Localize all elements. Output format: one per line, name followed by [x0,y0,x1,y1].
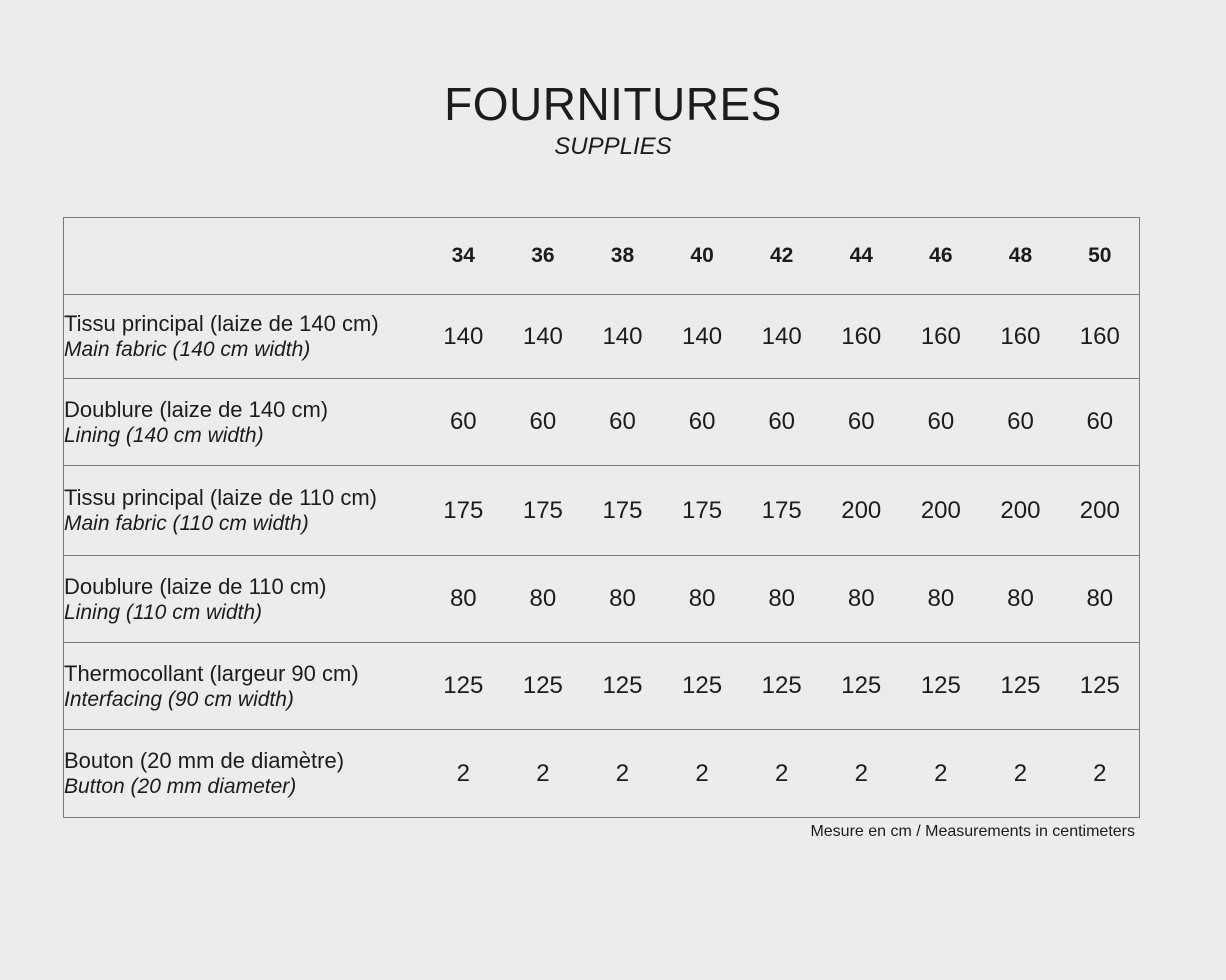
quantity-cell: 80 [901,556,981,643]
supply-label-fr: Doublure (laize de 110 cm) [64,573,327,599]
supply-label-fr: Tissu principal (laize de 110 cm) [64,485,378,510]
supply-label-fr: Tissu principal (laize de 140 cm) [64,311,379,336]
supply-row [64,643,1140,730]
supply-label-en: Lining (140 cm width) [64,423,264,447]
measurement-note: Mesure en cm / Measurements in centimeters [810,823,1135,840]
supply-label-cell [64,466,424,556]
quantity-cell: 140 [742,295,822,379]
quantity-cell: 125 [981,643,1061,730]
quantity-cell: 2 [1060,730,1140,818]
size-header: 44 [821,218,901,295]
supply-label-fr: Bouton (20 mm de diamètre) [64,748,345,773]
quantity-cell: 60 [742,379,822,466]
page-subtitle: SUPPLIES [554,133,672,160]
quantity-cell: 2 [503,730,583,818]
quantity-cell: 80 [981,556,1061,643]
quantity-cell: 80 [424,556,504,643]
quantity-cell: 80 [662,556,742,643]
supply-row [64,730,1140,818]
supply-label-fr: Doublure (laize de 140 cm) [64,396,329,422]
header-corner-cell [64,218,424,295]
supply-row [64,379,1140,466]
size-header: 48 [981,218,1061,295]
quantity-cell: 60 [901,379,981,466]
supply-label-en: Lining (110 cm width) [64,600,263,624]
size-header: 42 [742,218,822,295]
quantity-cell: 125 [583,643,663,730]
quantity-cell: 80 [1060,556,1140,643]
quantity-cell: 140 [662,295,742,379]
supply-label-cell [64,295,424,379]
quantity-cell: 2 [662,730,742,818]
supply-label-en: Main fabric (110 cm width) [64,512,309,535]
quantity-cell: 200 [901,466,981,556]
quantity-cell: 160 [1060,295,1140,379]
supply-label-en: Main fabric (140 cm width) [64,338,311,361]
quantity-cell: 175 [583,466,663,556]
quantity-cell: 175 [662,466,742,556]
supply-row [64,295,1140,379]
quantity-cell: 160 [981,295,1061,379]
quantity-cell: 2 [424,730,504,818]
quantity-cell: 125 [503,643,583,730]
quantity-cell: 125 [821,643,901,730]
quantity-cell: 140 [583,295,663,379]
quantity-cell: 60 [662,379,742,466]
supply-label-en: Interfacing (90 cm width) [64,687,294,711]
quantity-cell: 80 [503,556,583,643]
quantity-cell: 2 [742,730,822,818]
quantity-cell: 125 [662,643,742,730]
supply-label-cell [64,556,424,643]
size-header: 50 [1060,218,1140,295]
size-header: 36 [503,218,583,295]
supplies-table [63,217,1140,818]
quantity-cell: 80 [742,556,822,643]
quantity-cell: 125 [424,643,504,730]
quantity-cell: 2 [901,730,981,818]
size-header: 46 [901,218,981,295]
supply-label-cell [64,379,424,466]
quantity-cell: 200 [821,466,901,556]
quantity-cell: 2 [981,730,1061,818]
size-header: 38 [583,218,663,295]
size-header-row [64,218,1140,295]
supply-label-fr: Thermocollant (largeur 90 cm) [64,660,359,686]
supply-label-cell [64,730,424,818]
quantity-cell: 200 [1060,466,1140,556]
quantity-cell: 125 [901,643,981,730]
quantity-cell: 160 [821,295,901,379]
quantity-cell: 125 [742,643,822,730]
supply-row [64,466,1140,556]
supply-label-en: Button (20 mm diameter) [64,775,297,798]
quantity-cell: 80 [821,556,901,643]
supply-row [64,556,1140,643]
quantity-cell: 200 [981,466,1061,556]
quantity-cell: 60 [821,379,901,466]
quantity-cell: 80 [583,556,663,643]
page-title: FOURNITURES [444,78,782,130]
size-header: 34 [424,218,504,295]
quantity-cell: 2 [583,730,663,818]
quantity-cell: 140 [503,295,583,379]
quantity-cell: 60 [1060,379,1140,466]
quantity-cell: 60 [503,379,583,466]
quantity-cell: 125 [1060,643,1140,730]
quantity-cell: 60 [424,379,504,466]
quantity-cell: 175 [424,466,504,556]
quantity-cell: 60 [583,379,663,466]
quantity-cell: 175 [503,466,583,556]
quantity-cell: 60 [981,379,1061,466]
quantity-cell: 160 [901,295,981,379]
quantity-cell: 175 [742,466,822,556]
size-header: 40 [662,218,742,295]
quantity-cell: 2 [821,730,901,818]
quantity-cell: 140 [424,295,504,379]
supply-label-cell [64,643,424,730]
